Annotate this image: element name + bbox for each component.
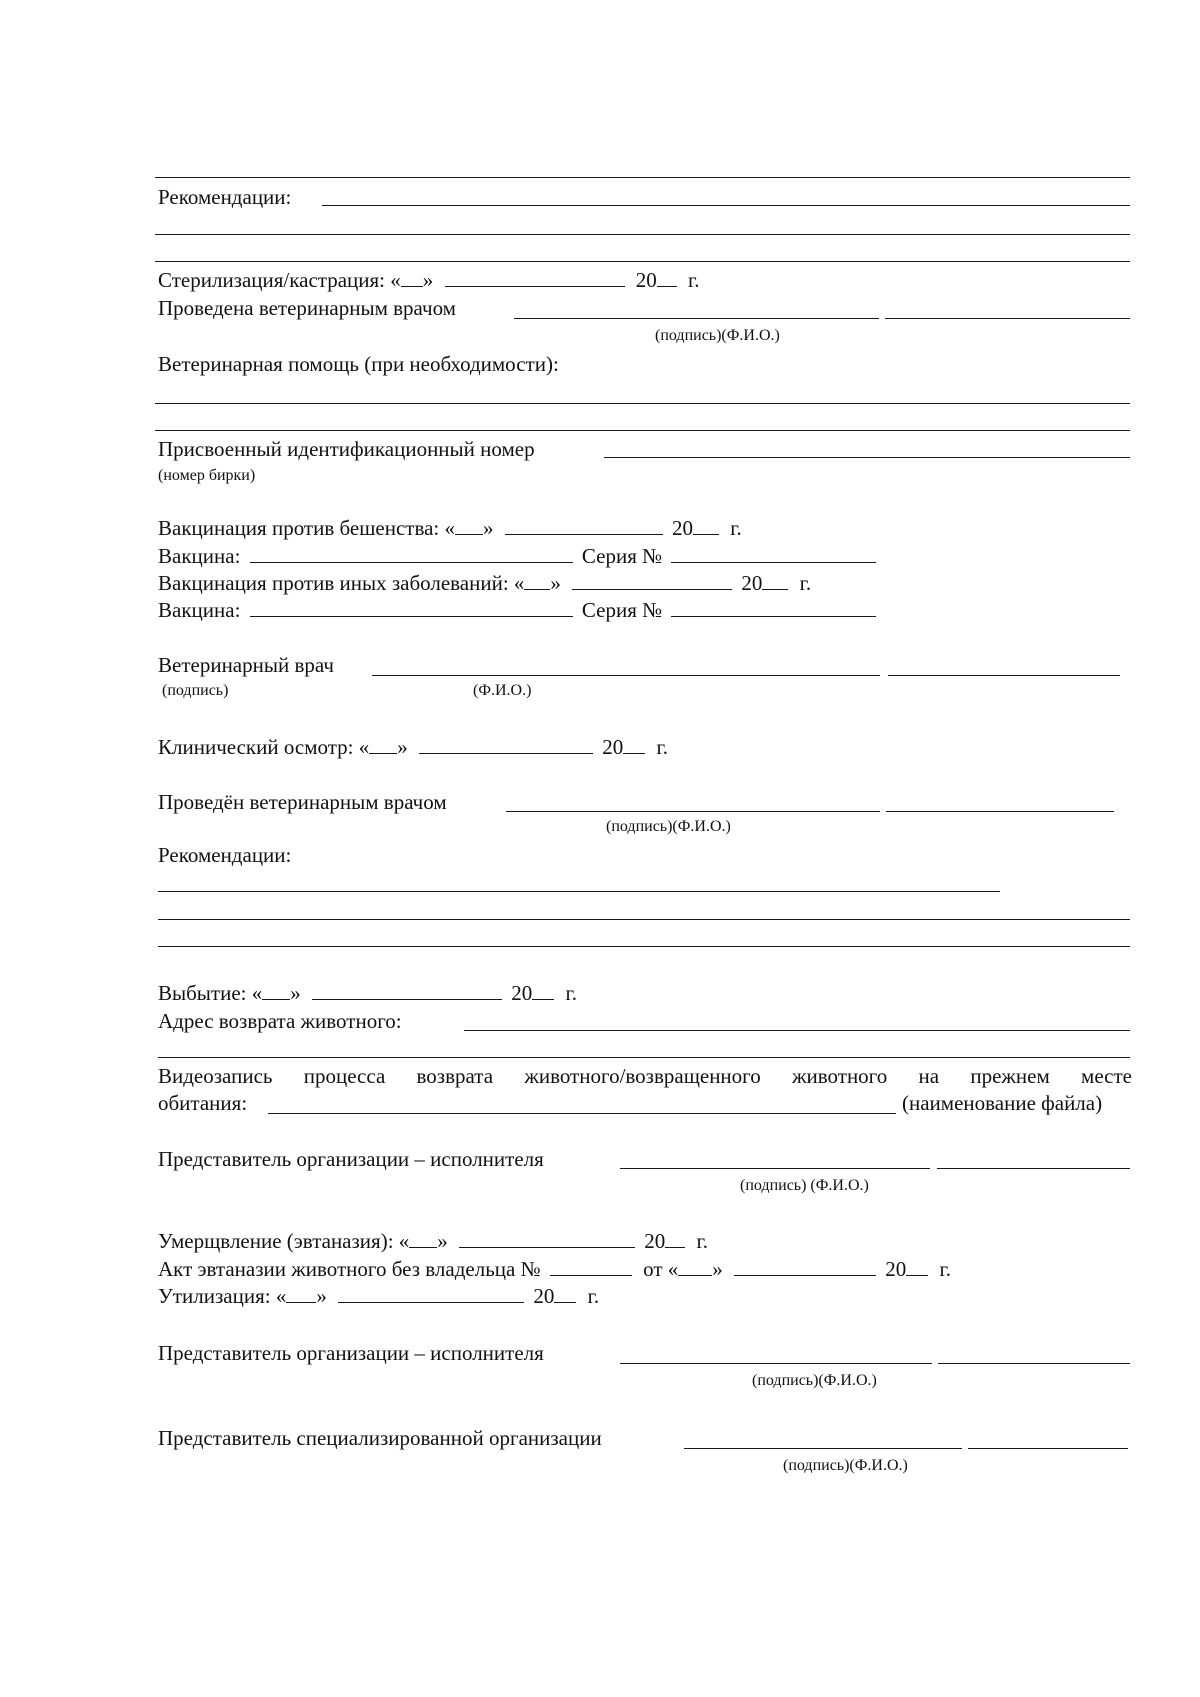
- contractor-rep-label: Представитель организации – исполнителя: [158, 1341, 544, 1365]
- month-field[interactable]: [445, 268, 625, 287]
- signature-field[interactable]: [372, 675, 880, 676]
- act-number-field[interactable]: [550, 1257, 632, 1276]
- id-number-field[interactable]: [604, 457, 1130, 458]
- blank-line: [155, 177, 1130, 178]
- year-field[interactable]: [623, 735, 645, 754]
- signature-field[interactable]: [506, 811, 880, 812]
- signature-field[interactable]: [684, 1448, 962, 1449]
- vaccine-name-field[interactable]: [250, 598, 573, 617]
- rabies-vaccination-line: Вакцинация против бешенства: « » 20 г.: [158, 516, 742, 540]
- blank-line[interactable]: [158, 946, 1130, 947]
- name-field[interactable]: [938, 1363, 1130, 1364]
- video-filename-field[interactable]: [268, 1113, 896, 1114]
- other-vaccine-line: Вакцина: Серия №: [158, 598, 876, 622]
- sterilization-done-by-label: Проведена ветеринарным врачом: [158, 296, 456, 320]
- signature-caption: (подпись): [162, 682, 229, 699]
- blank-line[interactable]: [155, 261, 1130, 262]
- month-field[interactable]: [459, 1229, 635, 1248]
- signature-field[interactable]: [620, 1363, 932, 1364]
- month-field[interactable]: [338, 1284, 524, 1303]
- rabies-vaccine-line: Вакцина: Серия №: [158, 544, 876, 568]
- month-field[interactable]: [312, 981, 502, 1000]
- clinical-exam-line: Клинический осмотр: « » 20 г.: [158, 735, 668, 759]
- sterilization-line: Стерилизация/кастрация: « » 20 г.: [158, 268, 700, 292]
- recommendations-label: Рекомендации:: [158, 185, 292, 209]
- blank-line[interactable]: [155, 234, 1130, 235]
- euthanasia-act-line: Акт эвтаназии животного без владельца № от « » 20 г.: [158, 1257, 952, 1281]
- month-field[interactable]: [734, 1257, 876, 1276]
- video-file-caption: (наименование файла): [902, 1091, 1103, 1115]
- name-field[interactable]: [937, 1168, 1130, 1169]
- return-address-field[interactable]: [464, 1030, 1130, 1031]
- signature-caption: (подпись)(Ф.И.О.): [655, 327, 780, 344]
- sterilization-label: Стерилизация/кастрация:: [158, 268, 386, 292]
- return-address-label: Адрес возврата животного:: [158, 1009, 402, 1033]
- signature-caption: (подпись)(Ф.И.О.): [783, 1457, 908, 1474]
- blank-line[interactable]: [158, 891, 1000, 892]
- vet-help-label: Ветеринарная помощь (при необходимости):: [158, 352, 559, 376]
- blank-line[interactable]: [158, 919, 1130, 920]
- year-field[interactable]: [532, 981, 554, 1000]
- month-field[interactable]: [505, 516, 663, 535]
- departure-line: Выбытие: « » 20 г.: [158, 981, 577, 1005]
- day-field[interactable]: [409, 1229, 437, 1248]
- day-field[interactable]: [678, 1257, 712, 1276]
- vaccine-series-field[interactable]: [671, 544, 876, 563]
- contractor-rep-label: Представитель организации – исполнителя: [158, 1147, 544, 1171]
- name-field[interactable]: [968, 1448, 1128, 1449]
- signature-caption: (подпись)(Ф.И.О.): [606, 818, 731, 835]
- signature-caption: (подпись) (Ф.И.О.): [740, 1177, 869, 1194]
- year-field[interactable]: [657, 268, 677, 287]
- recommendations-field[interactable]: [322, 205, 1130, 206]
- other-vaccination-line: Вакцинация против иных заболеваний: « » 20 г.: [158, 571, 812, 595]
- day-field[interactable]: [286, 1284, 316, 1303]
- name-caption: (Ф.И.О.): [473, 682, 532, 699]
- year-field[interactable]: [554, 1284, 576, 1303]
- video-label-line2: обитания:: [158, 1091, 248, 1115]
- signature-caption: (подпись)(Ф.И.О.): [752, 1372, 877, 1389]
- day-field[interactable]: [401, 268, 423, 287]
- clinical-exam-done-by-label: Проведён ветеринарным врачом: [158, 790, 447, 814]
- vet-doctor-label: Ветеринарный врач: [158, 653, 334, 677]
- day-field[interactable]: [455, 516, 483, 535]
- blank-line[interactable]: [155, 430, 1130, 431]
- signature-field[interactable]: [620, 1168, 930, 1169]
- signature-field[interactable]: [514, 318, 879, 319]
- year-field[interactable]: [665, 1229, 685, 1248]
- disposal-line: Утилизация: « » 20 г.: [158, 1284, 600, 1308]
- day-field[interactable]: [262, 981, 290, 1000]
- day-field[interactable]: [369, 735, 397, 754]
- specialized-rep-label: Представитель специализированной организации: [158, 1426, 602, 1450]
- id-number-label: Присвоенный идентификационный номер: [158, 437, 535, 461]
- name-field[interactable]: [886, 811, 1114, 812]
- name-field[interactable]: [888, 675, 1120, 676]
- month-field[interactable]: [572, 571, 732, 590]
- day-field[interactable]: [524, 571, 550, 590]
- year-field[interactable]: [906, 1257, 928, 1276]
- vaccine-name-field[interactable]: [250, 544, 573, 563]
- video-label-line1: Видеозапись процесса возврата животного/возвращенного животного на прежнем месте: [158, 1064, 1132, 1088]
- euthanasia-line: Умерщвление (эвтаназия): « » 20 г.: [158, 1229, 709, 1253]
- year-field[interactable]: [693, 516, 719, 535]
- year-field[interactable]: [762, 571, 788, 590]
- name-field[interactable]: [885, 318, 1130, 319]
- recommendations-label: Рекомендации:: [158, 843, 292, 867]
- month-field[interactable]: [419, 735, 593, 754]
- vaccine-series-field[interactable]: [671, 598, 876, 617]
- blank-line[interactable]: [158, 1057, 1130, 1058]
- id-number-caption: (номер бирки): [158, 467, 256, 484]
- blank-line[interactable]: [155, 403, 1130, 404]
